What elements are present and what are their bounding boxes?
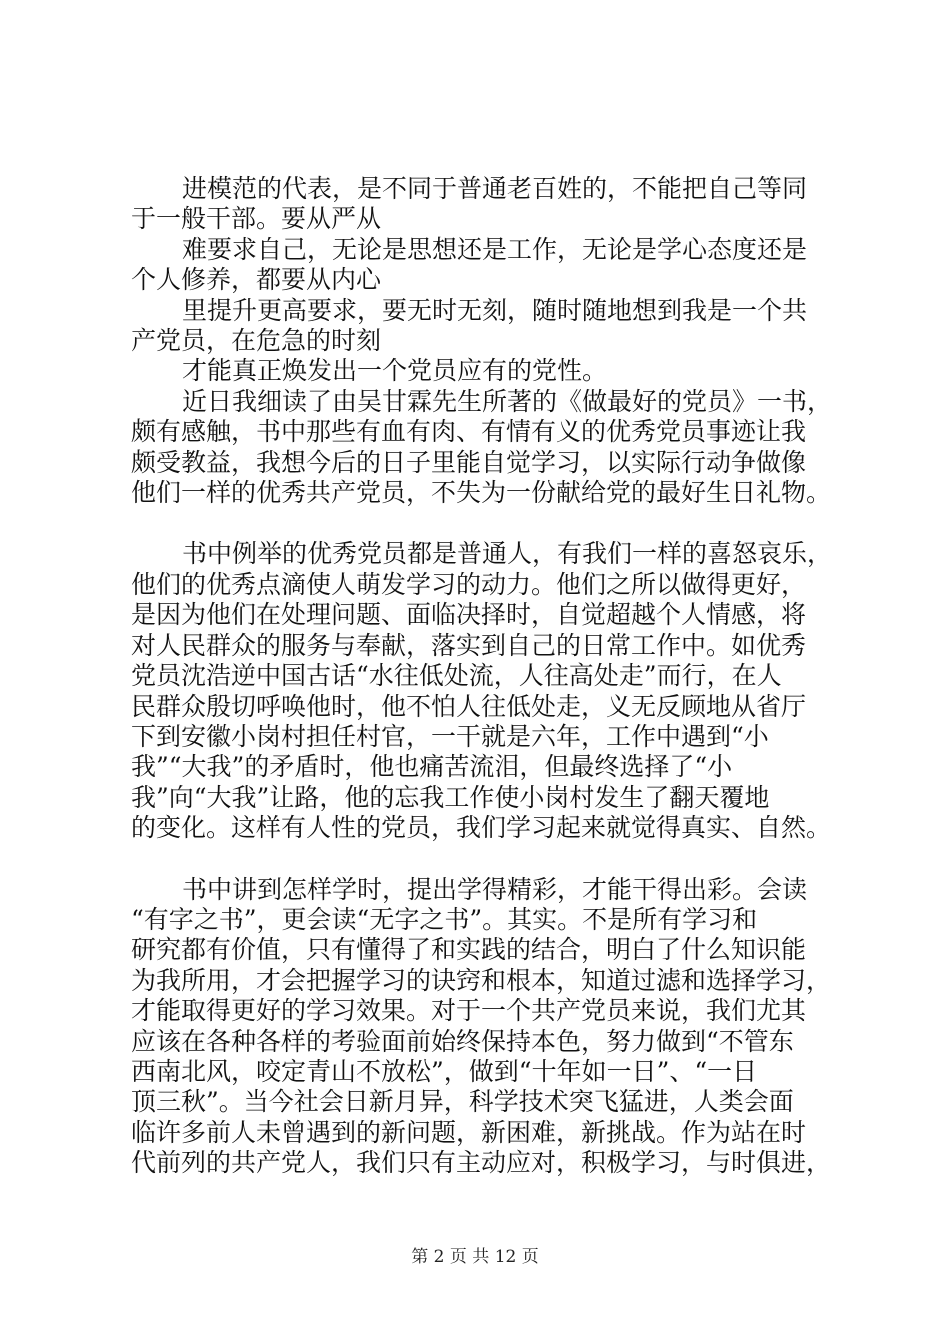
- text-line: 应该在各种各样的考验面前始终保持本色，努力做到“不管东: [131, 1026, 794, 1056]
- text-line: 里提升更高要求，要无时无刻，随时随地想到我是一个共: [182, 295, 808, 325]
- text-line: 才能取得更好的学习效果。对于一个共产党员来说，我们尤其: [131, 996, 807, 1026]
- text-line: 个人修养，都要从内心: [131, 265, 382, 295]
- text-line: 难要求自己，无论是思想还是工作，无论是学心态度还是: [182, 234, 808, 264]
- text-line: 的变化。这样有人性的党员，我们学习起来就觉得真实、自然。: [131, 813, 832, 843]
- text-line: 顶三秋”。当今社会日新月异，科学技术突飞猛进，人类会面: [131, 1087, 794, 1117]
- text-line: 书中例举的优秀党员都是普通人，有我们一样的喜怒哀乐，: [182, 539, 833, 569]
- text-line: 研究都有价值，只有懂得了和实践的结合，明白了什么知识能: [131, 935, 807, 965]
- text-line: 西南北风，咬定青山不放松”，做到“十年如一日”、“一日: [131, 1056, 758, 1086]
- text-line: 他们一样的优秀共产党员，不失为一份献给党的最好生日礼物。: [131, 478, 832, 508]
- text-line: 为我所用，才会把握学习的诀窍和根本，知道过滤和选择学习，: [131, 965, 832, 995]
- text-line: 党员沈浩逆中国古话“水往低处流，人往高处走”而行，在人: [131, 661, 782, 691]
- text-line: 临许多前人未曾遇到的新问题，新困难，新挑战。作为站在时: [131, 1117, 807, 1147]
- text-line: 下到安徽小岗村担任村官，一干就是六年，工作中遇到“小: [131, 721, 769, 751]
- text-line: 产党员，在危急的时刻: [131, 326, 382, 356]
- text-line: 我”“大我”的矛盾时，他也痛苦流泪，但最终选择了“小: [131, 752, 733, 782]
- document-body: [131, 174, 833, 1179]
- text-line: 颇受教益，我想今后的日子里能自觉学习，以实际行动争做像: [131, 447, 807, 477]
- text-line: 我”向“大我”让路，他的忘我工作使小岗村发生了翻天覆地: [131, 782, 770, 812]
- text-line: 民群众殷切呼唤他时，他不怕人往低处走，义无反顾地从省厅: [131, 691, 807, 721]
- text-line: 于一般干部。要从严从: [131, 204, 382, 234]
- text-line: “有字之书”，更会读“无字之书”。其实。不是所有学习和: [131, 904, 758, 934]
- text-line: 近日我细读了由吴甘霖先生所著的《做最好的党员》一书，: [182, 386, 833, 416]
- text-line: 颇有感触，书中那些有血有肉、有情有义的优秀党员事迹让我: [131, 417, 807, 447]
- text-line: 进模范的代表，是不同于普通老百姓的，不能把自己等同: [182, 174, 808, 203]
- text-line: 才能真正焕发出一个党员应有的党性。: [182, 356, 608, 386]
- text-line: 书中讲到怎样学时，提出学得精彩，才能干得出彩。会读: [182, 874, 808, 904]
- text-line: 对人民群众的服务与奉献，落实到自己的日常工作中。如优秀: [131, 630, 807, 660]
- text-line: 是因为他们在处理问题、面临决择时，自觉超越个人情感，将: [131, 600, 807, 630]
- page-number-footer: 第 2 页 共 12 页: [411, 1247, 539, 1267]
- text-line: 代前列的共产党人，我们只有主动应对，积极学习，与时俱进，: [131, 1148, 832, 1178]
- text-line: 他们的优秀点滴使人萌发学习的动力。他们之所以做得更好，: [131, 569, 807, 599]
